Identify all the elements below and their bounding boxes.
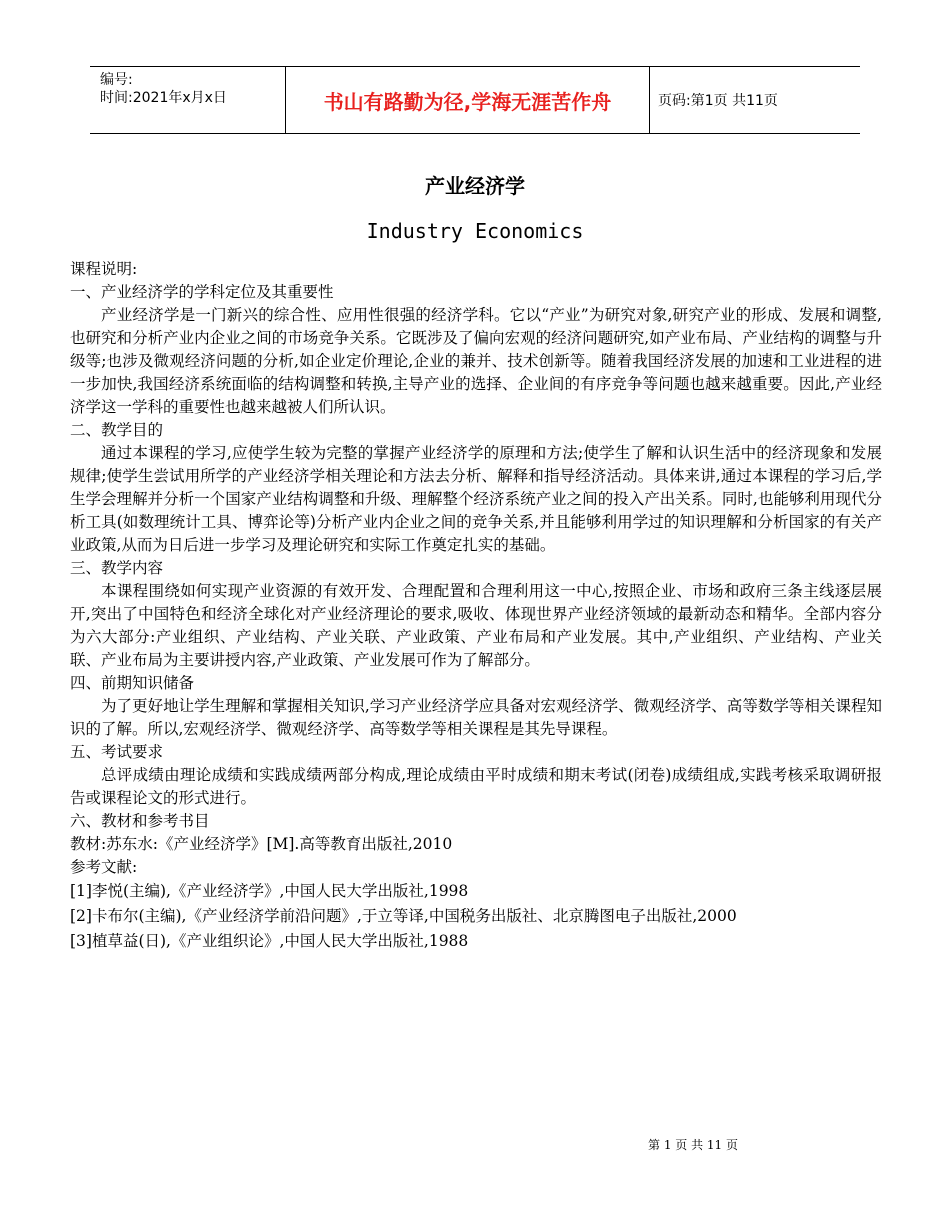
section-heading: 四、前期知识储备 [70, 674, 195, 692]
section-heading: 一、产业经济学的学科定位及其重要性 [70, 283, 334, 301]
intro-label: 课程说明: [70, 260, 138, 278]
document-body [70, 258, 882, 954]
section-heading: 五、考试要求 [70, 743, 164, 761]
header-number: 编号: [100, 72, 133, 88]
header-time: 时间:2021年x月x日 [100, 90, 227, 106]
section-paragraph: 产业经济学是一门新兴的综合性、应用性很强的经济学科。它以“产业”为研究对象,研究产业的形成、发展和调整,也研究和分析产业内企业之间的市场竞争关系。它既涉及了偏向宏观的经济问题研究,如产业布局、产业结构的调整与升级等;也涉及微观经济问题的分析,如企业定价理论,企业的兼并、技术创新等。随着我国经济发展的加速和工业进程的进一步加快,我国经济系统面临的结构调整和转换,主导产业的选择、企业间的有序竞争等问题也越来越重要。因此,产业经济学这一学科的重要性也越来越被人们所认识。 [70, 306, 882, 416]
section-heading: 三、教学内容 [70, 559, 164, 577]
header-page: 页码:第1页 共11页 [658, 93, 778, 109]
section-paragraph: 通过本课程的学习,应使学生较为完整的掌握产业经济学的原理和方法;使学生了解和认识生活中的经济现象和发展规律;使学生尝试用所学的产业经济学相关理论和方法去分析、解释和指导经济活动。具体来讲,通过本课程的学习后,学生学会理解并分析一个国家产业结构调整和升级、理解整个经济系统产业之间的投入产出关系。同时,也能够利用现代分析工具(如数理统计工具、博弈论等)分析产业内企业之间的竞争关系,并且能够利用学过的知识理解和分析国家的有关产业政策,从而为日后进一步学习及理论研究和实际工作奠定扎实的基础。 [70, 444, 882, 554]
textbook-line: 教材:苏东水:《产业经济学》[M].高等教育出版社,2010 [70, 835, 453, 853]
page-footer: 第 1 页 共 11 页 [648, 1138, 738, 1152]
header-motto: 书山有路勤为径,学海无涯苦作舟 [286, 67, 650, 133]
section-paragraph: 为了更好地让学生理解和掌握相关知识,学习产业经济学应具备对宏观经济学、微观经济学、高等数学等相关课程知识的了解。所以,宏观经济学、微观经济学、高等数学等相关课程是其先导课程。 [70, 697, 882, 738]
reference-item: [3]植草益(日),《产业组织论》,中国人民大学出版社,1988 [70, 932, 469, 950]
section-paragraph: 本课程围绕如何实现产业资源的有效开发、合理配置和合理利用这一中心,按照企业、市场和政府三条主线逐层展开,突出了中国特色和经济全球化对产业经济理论的要求,吸收、体现世界产业经济领域的最新动态和精华。全部内容分为六大部分:产业组织、产业结构、产业关联、产业政策、产业布局和产业发展。其中,产业组织、产业结构、产业关联、产业布局为主要讲授内容,产业政策、产业发展可作为了解部分。 [70, 582, 882, 669]
section-heading: 二、教学目的 [70, 421, 164, 439]
document-header [90, 66, 860, 134]
reference-item: [1]李悦(主编),《产业经济学》,中国人民大学出版社,1998 [70, 882, 469, 900]
section-paragraph: 总评成绩由理论成绩和实践成绩两部分构成,理论成绩由平时成绩和期末考试(闭卷)成绩组成,实践考核采取调研报告或课程论文的形式进行。 [70, 766, 882, 807]
page-title: 产业经济学 [425, 174, 525, 198]
references-label: 参考文献: [70, 858, 138, 876]
page-subtitle: Industry Economics [366, 219, 584, 243]
header-meta [90, 67, 286, 133]
reference-item: [2]卡布尔(主编),《产业经济学前沿问题》,于立等译,中国税务出版社、北京腾图电子出版社,2000 [70, 907, 737, 925]
section-heading: 六、教材和参考书目 [70, 812, 210, 830]
